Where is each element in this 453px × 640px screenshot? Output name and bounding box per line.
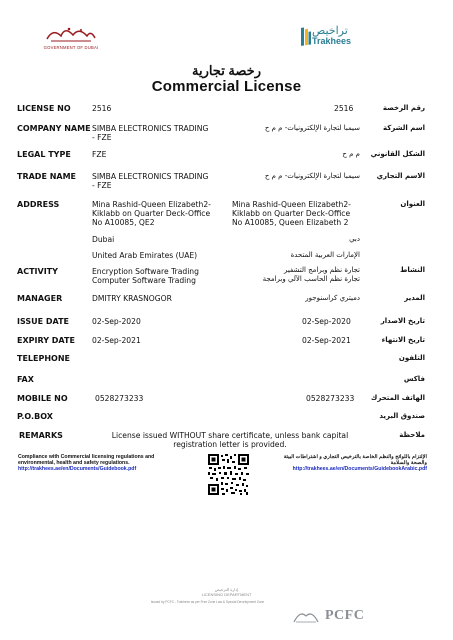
address-country: United Arab Emirates (UAE) [92,251,198,260]
compliance-note-en [18,454,198,473]
activity-value-line2: Computer Software Trading [92,276,196,285]
fax-label-ar: فاكس [403,375,425,383]
manager-value-ar: دميتري كراسنوجور [305,294,360,302]
activity-value-ar-line1: تجارة نظم وبرامج التشفير [283,266,360,274]
issuer-address: Issued by PCFC - Trakhees as per Free Zone Law & Special Development Zone [150,600,265,604]
legal-type-value: FZE [92,150,107,159]
licensing-department-ar: إدارة الترخيص [214,587,239,592]
trakhees-latin-text: Trakhees [312,36,352,46]
mobile-no-value-mid: 0528273233 [306,394,355,403]
remarks-line1: License issued WITHOUT share certificate, unless bank capital [111,431,349,440]
license-no-value-ar: 2516 [334,104,354,113]
license-no-value: 2516 [92,104,112,113]
expiry-date-label-ar: تاريخ الانتهاء [381,336,425,344]
manager-label: MANAGER [17,294,63,303]
trakhees-logo [300,24,390,56]
licensing-department [0,587,453,597]
address-mid-line3: No A10085, Queen Elizabeth 2 [232,218,349,227]
manager-value: DMITRY KRASNOGOR [92,294,172,303]
expiry-date-label: EXPIRY DATE [17,336,75,345]
trade-name-value-line1: SIMBA ELECTRONICS TRADING [92,172,209,181]
address-line2: Kiklabb on Quarter Deck-Office [92,209,211,218]
legal-type-label: LEGAL TYPE [17,150,71,159]
po-box-label: P.O.BOX [17,412,53,421]
address-mid-line2: Kiklabb on Quarter Deck-Office [232,209,351,218]
guidebook-link-ar[interactable]: http://trakhees.ae/en/Documents/GuidebookArabic.pdf [292,466,427,473]
expiry-date-value-mid: 02-Sep-2021 [302,336,351,345]
address-line3: No A10085, QE2 [92,218,155,227]
address-country-ar: الإمارات العربية المتحدة [290,251,360,259]
trade-name-value-line2: - FZE [92,181,112,190]
activity-value-line1: Encryption Software Trading [92,267,199,276]
government-of-dubai-logo [38,24,104,50]
licensing-department-en: LICENSING DEPARTMENT [201,592,252,597]
remarks-value [95,431,365,449]
compliance-note-ar-line2: والصحة والسلامة [390,460,427,467]
pcfc-emblem-icon [292,608,320,624]
compliance-note-en-line1: Compliance with Commercial licensing regulations and [18,454,155,460]
issue-date-label: ISSUE DATE [17,317,70,326]
page-title: Commercial License [151,78,302,95]
company-name-label: COMPANY NAME [17,124,91,133]
license-no-label-ar: رقم الرخصة [382,104,425,112]
trakhees-mark-icon [300,26,312,48]
legal-type-value-ar: م م ح [342,150,360,158]
manager-label-ar: المدير [404,294,425,302]
address-mid-line1: Mina Rashid-Queen Elizabeth2- [232,200,351,209]
trade-name-label: TRADE NAME [17,172,77,181]
issue-date-value-mid: 02-Sep-2020 [302,317,351,326]
expiry-date-value: 02-Sep-2021 [92,336,141,345]
activity-value-ar-line2: تجارة نظم الحاسب الآلي وبرامجة [262,275,360,283]
trakhees-arabic-text: تراخيص [312,25,348,37]
po-box-label-ar: صندوق البريد [379,412,425,420]
activity-label: ACTIVITY [17,267,58,276]
address-line1: Mina Rashid-Queen Elizabeth2- [92,200,211,209]
address-label-ar: العنوان [400,200,425,208]
guidebook-link-en[interactable]: http://trakhees.ae/en/Documents/Guidebook.pdf [18,466,137,473]
title-arabic: رخصة تجارية [191,63,261,78]
remarks-label-ar: ملاحظة [399,431,425,439]
mobile-no-label: MOBILE NO [17,394,68,403]
fax-label: FAX [17,375,34,384]
address-label: ADDRESS [17,200,60,209]
license-no-label: LICENSE NO [17,104,71,113]
company-name-value-ar: سيمبا لتجارة الإلكترونيات- م م ح [264,124,360,132]
issue-date-value: 02-Sep-2020 [92,317,141,326]
logo-caption: GOVERNMENT OF DUBAI [43,45,99,50]
legal-type-label-ar: الشكل القانوني [370,150,425,158]
trade-name-value-ar: سيمبا لتجارة الإلكترونيات- م م ح [264,172,360,180]
qr-code-icon [207,453,250,496]
telephone-label: TELEPHONE [17,354,71,363]
company-name-label-ar: اسم الشركة [382,124,425,132]
activity-label-ar: النشاط [400,266,425,274]
issue-date-label-ar: تاريخ الاصدار [380,317,425,325]
remarks-line2: registration letter is provided. [173,440,287,449]
mobile-no-label-ar: الهاتف المتحرك [370,394,425,402]
company-name-value-line1: SIMBA ELECTRONICS TRADING [92,124,209,133]
company-name-value-line2: - FZE [92,133,112,142]
trade-name-label-ar: الاسم التجاري [376,172,425,180]
pcfc-logo: PCFC [325,608,365,623]
telephone-label-ar: التلفون [398,354,425,362]
address-city: Dubai [92,235,115,244]
remarks-label: REMARKS [19,431,63,440]
dubai-emblem-icon [43,24,99,44]
compliance-note-en-line2: environmental, health and safety regulations. [18,460,130,467]
address-city-ar: دبي [349,235,360,243]
mobile-no-value: 0528273233 [95,394,144,403]
compliance-note-ar [262,454,427,473]
compliance-note-ar-line1: الإلتزام باللوائح والنظم الخاصة بالترخيص التجاري و اشتراطات البيئة [283,454,427,460]
